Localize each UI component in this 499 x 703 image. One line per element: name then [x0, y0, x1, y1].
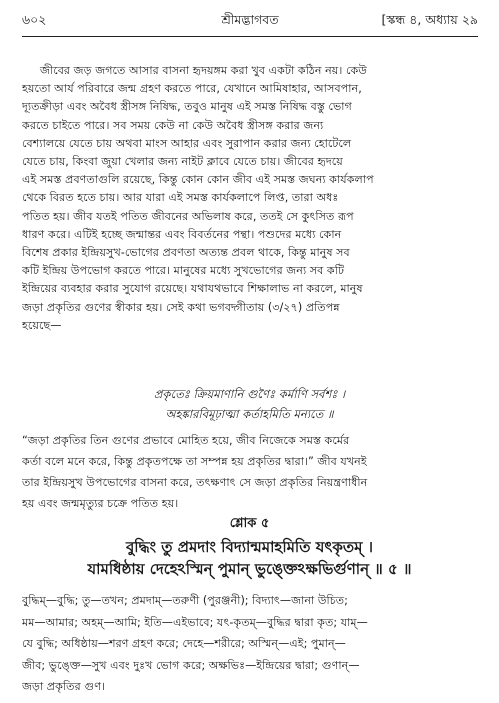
synonym-line: মম—আমার; অহম্—আমি; ইতি—এইভাবে; যৎ-কৃতম্—বুদ্ধির দ্বারা কৃত; যাম্—: [22, 615, 368, 629]
page-number: ৬০২: [22, 12, 47, 27]
text-line: পতিত হয়। জীব যতই পতিত জীবনের অভিলাষ করে, ততই সে কুৎসিত রূপ: [22, 209, 354, 223]
page-header: [22, 10, 478, 36]
gita-verse: [0, 384, 499, 424]
text-line: বেশ্যালয়ে যেতে চায় অথবা মাংস আহার এবং সুরাপান করার জন্য হোটেলে: [22, 136, 352, 150]
verse-line: অহঙ্কারবিমূঢ়াত্মা কর্তাহমিতি মন্যতে ॥: [165, 407, 334, 421]
text-line: হয়েছে—: [22, 318, 62, 332]
book-title: শ্রীমদ্ভাগবত: [221, 12, 279, 27]
text-line: ধারণ করে। এটিই হচ্ছে জন্মান্তর এবং বিবর্তনের পন্থা। পশুদের মধ্যে কোন: [22, 227, 342, 241]
chapter-reference: [স্কন্ধ ৪, অধ্যায় ২৯: [381, 12, 478, 27]
text-line: যেতে চায়, কিংবা জুয়া খেলার জন্য নাইট ক্লাবে যেতে চায়। জীবের হৃদয়ে: [22, 155, 343, 169]
header-rule: [22, 36, 478, 37]
sloka-line: বুদ্ধিং তু প্রমদাং বিদ্যান্মমাহমিতি যৎকৃতম্ ।: [125, 538, 374, 556]
text-line: কর্তা বলে মনে করে, কিন্তু প্রকৃতপক্ষে তা সম্পন্ন হয় প্রকৃতির দ্বারা।” জীব যখনই: [22, 455, 367, 468]
sloka-heading: শ্লোক ৫: [229, 516, 270, 531]
text-line: কটি ইন্দ্রিয় উপভোগ করতে পারে। মানুষের মধ্যে সুখভোগের জন্য সব কটি: [22, 264, 345, 278]
synonyms-block: [22, 590, 478, 698]
sloka-verse: [0, 536, 499, 580]
synonym-line: জীব; ভুঙ্ক্তে—সুখ এবং দুঃখ ভোগ করে; অক্ষভিঃ—ইন্দ্রিয়ের দ্বারা; গুণান্—: [22, 658, 360, 672]
text-line: হয়তো আর্য পরিবারে জন্ম গ্রহণ করতে পারে, যেখানে আমিষাহার, আসবপান,: [22, 82, 362, 96]
verse-translation: [22, 430, 478, 514]
text-line: থেকে বিরত হতে চায়। আর যারা এই সমস্ত কার্যকলাপে লিপ্ত, তারা অধঃ: [22, 191, 339, 205]
synonym-line: বুদ্ধিম্—বুদ্ধি; তু—তখন; প্রমদাম্—তরুণী (পুরঞ্জনী); বিদ্যাৎ—জানা উচিত;: [22, 594, 348, 607]
text-line: জীবের জড় জগতে আসার বাসনা হৃদয়ঙ্গম করা খুব একটা কঠিন নয়। কেউ: [40, 64, 368, 77]
text-line: দ্যূতক্রীড়া এবং অবৈধ স্ত্রীসঙ্গ নিষিদ্ধ, তবুও মানুষ এই সমস্ত নিষিদ্ধ বস্তু ভোগ: [22, 100, 352, 114]
text-line: জড়া প্রকৃতির গুণের স্বীকার হয়। সেই কথা ভগবদ্গীতায় (৩/২৭) প্রতিপন্ন: [22, 300, 340, 314]
text-line: তার ইন্দ্রিয়সুখ উপভোগের বাসনা করে, তৎক্ষণাৎ সে জড়া প্রকৃতির নিয়ন্ত্রণাধীন: [22, 476, 368, 489]
synonym-line: যে বুদ্ধি; অধিষ্ঠায়—শরণ গ্রহণ করে; দেহে—শরীরে; অস্মিন্—এই; পুমান্—: [22, 637, 346, 650]
text-line: “জড়া প্রকৃতির তিন গুণের প্রভাবে মোহিত হয়ে, জীব নিজেকে সমস্ত কর্মের: [22, 434, 350, 447]
sloka-line: যামধিষ্ঠায় দেহেঽস্মিন্ পুমান্ ভুঙ্ক্তেঽক্ষভির্গুণান্ ॥ ৫ ॥: [87, 560, 412, 578]
text-line: ইন্দ্রিয়ের ব্যবহার করার সুযোগ রয়েছে। যথাযথভাবে শিক্ষালাভ না করলে, মানুষ: [22, 282, 363, 296]
synonym-line: জড়া প্রকৃতির গুণ।: [22, 680, 105, 693]
verse-line: প্রকৃতেঃ ক্রিয়মাণানি গুণৈঃ কর্মাণি সর্বশঃ ।: [153, 387, 346, 401]
text-line: বিশেষ প্রকার ইন্দ্রিয়সুখ-ভোগের প্রবণতা অত্যন্ত প্রবল থাকে, কিন্তু মানুষ সব: [22, 246, 350, 260]
text-line: করতে চাইতে পারে। সব সময় কেউ না কেউ অবৈধ স্ত্রীসঙ্গ করার জন্য: [22, 118, 324, 132]
purport-paragraph: [22, 62, 478, 335]
text-line: হয় এবং জন্মমৃত্যুর চক্রে পতিত হয়।: [22, 497, 179, 510]
text-line: এই সমস্ত প্রবণতাগুলি রয়েছে, কিন্তু কোন কোন জীব এই সমস্ত জঘন্য কার্যকলাপ: [22, 173, 374, 187]
